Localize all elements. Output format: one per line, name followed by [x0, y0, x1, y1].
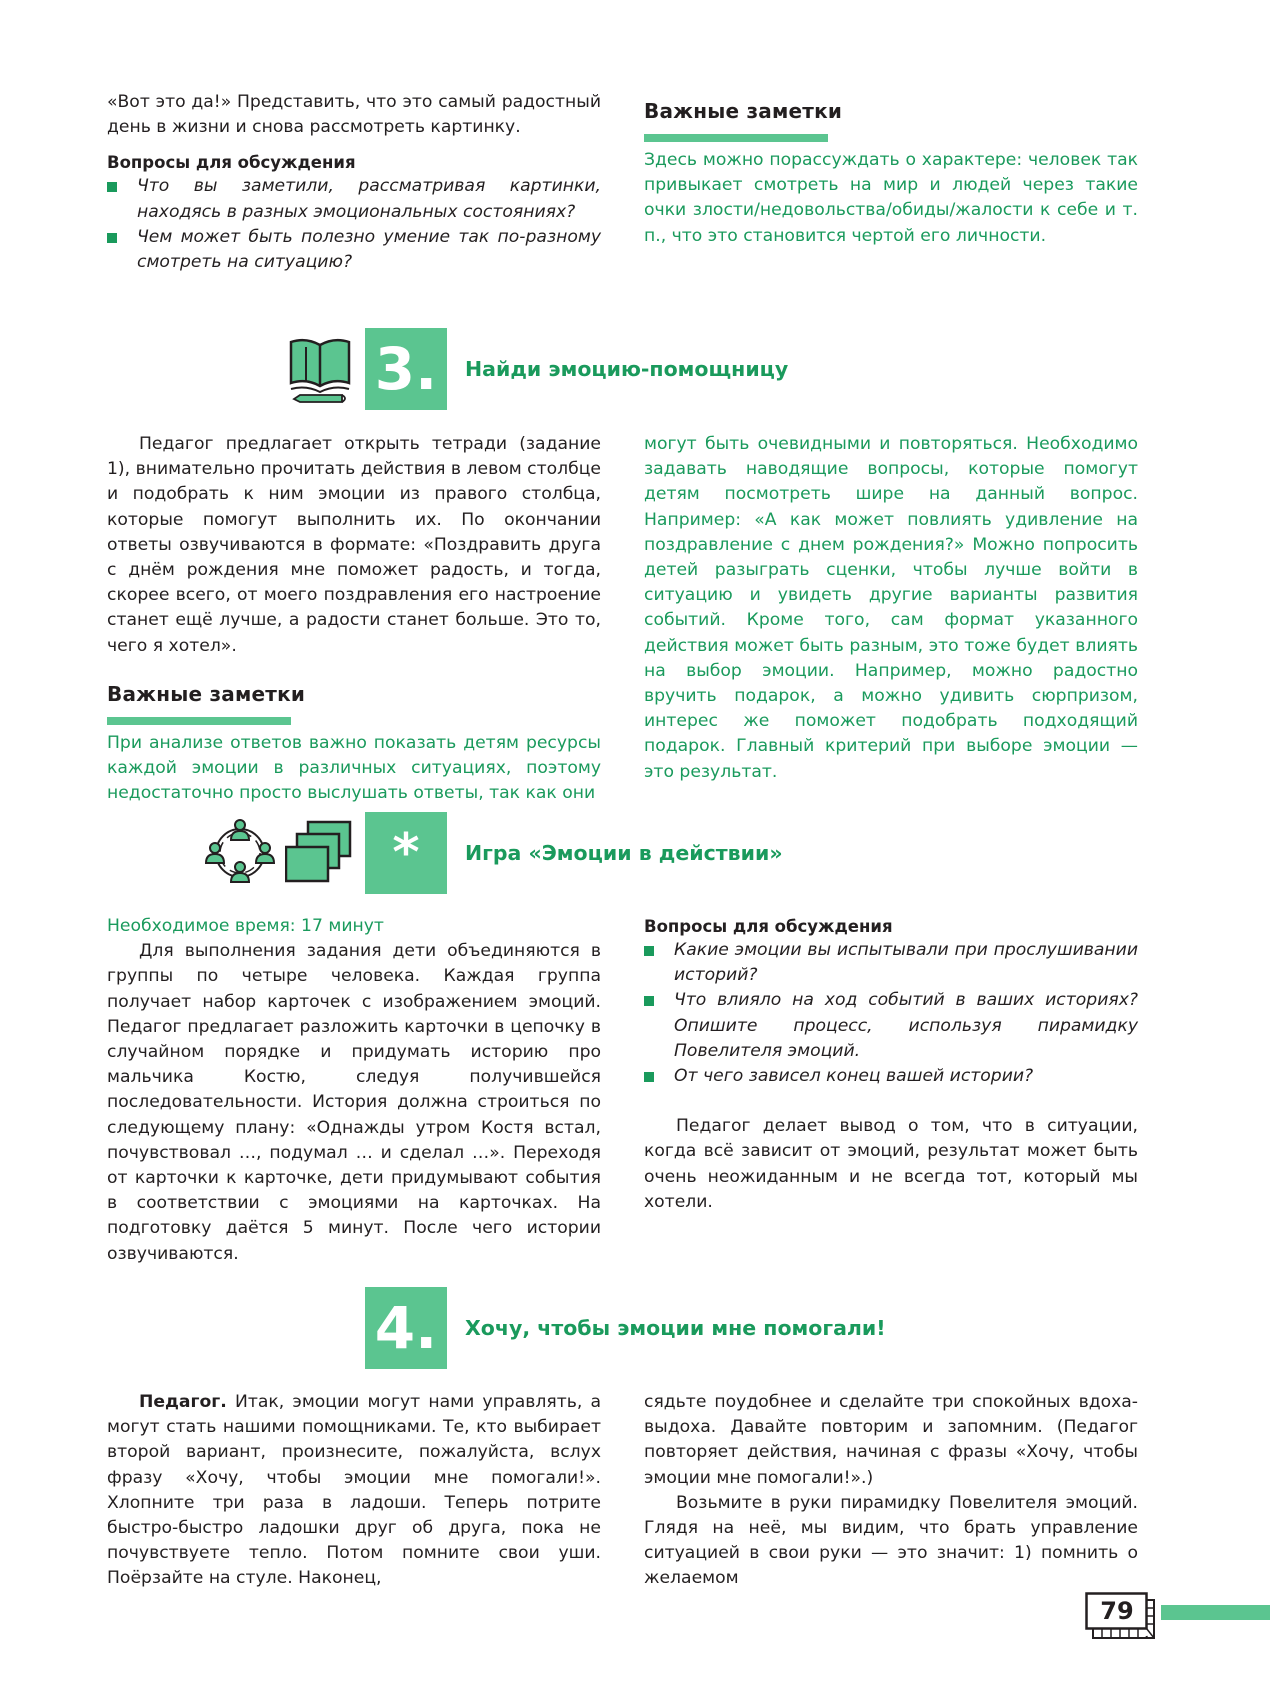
section-3-left [107, 432, 601, 806]
questions-list [107, 174, 601, 275]
cards-stack-icon [285, 820, 353, 884]
speaker-label: Педагог. [139, 1392, 227, 1412]
page-accent-bar [1161, 1605, 1270, 1620]
bullet-icon [644, 1072, 654, 1082]
section-title: Хочу, чтобы эмоции мне помогали! [465, 1316, 886, 1340]
group-circle-icon [205, 818, 275, 888]
section-3-header [365, 328, 788, 410]
notes-text: Здесь можно порассуждать о характере: человек так привыкает смотреть на мир и людей через такие очки злости/недовольства/обиды/жалости к себе и т. п., что это становится чертой его личности. [644, 150, 1138, 246]
section-number-box: * [365, 812, 447, 894]
intro-block [107, 90, 601, 275]
page-number-text: 79 [1100, 1597, 1134, 1625]
question-item: От чего зависел конец вашей истории? [644, 1064, 1138, 1089]
notes-underline [644, 134, 828, 142]
section-title: Игра «Эмоции в действии» [465, 841, 783, 865]
section-4-body-continued-2: Возьмите в руки пирамидку Повелителя эмоций. Глядя на неё, мы видим, что брать управление ситуацией в свои руки — это значит: 1) помнить о желаемом [644, 1492, 1138, 1589]
section-4-body: Педагог. Итак, эмоции могут нами управлять, а могут стать нашими помощниками. Те, кто выбирает второй вариант, произнесите, пожалуйста, вслух фразу «Хочу, чтобы эмоции мне помогали!». Хлопните три раза в ладоши. Теперь потрите быстро-быстро ладошки друг об друга, пока не почувствуете тепло. Потом помните свои уши. Поёрзайте на стуле. Наконец, [107, 1392, 601, 1589]
section-3-body: Педагог предлагает открыть тетради (задание 1), внимательно прочитать действия в левом столбце и подобрать к ним эмоции из правого столбца, которые помогут выполнить их. По окончании ответы озвучиваются в формате: «Поздравить друга с днём рождения мне поможет радость, и тогда, скорее всего, от моего поздравления его настроение станет ещё лучше, а радости станет больше. Это то, чего я хотел». [107, 434, 601, 656]
bullet-icon [644, 996, 654, 1006]
questions-list [644, 938, 1138, 1089]
question-item: Чем может быть полезно умение так по-разному смотреть на ситуацию? [107, 225, 601, 275]
question-item: Какие эмоции вы испытывали при прослушивании историй? [644, 938, 1138, 988]
important-notes-top [644, 98, 1138, 249]
bullet-icon [644, 946, 654, 956]
notes-text-continued: могут быть очевидными и повторяться. Необходимо задавать наводящие вопросы, которые помогут детям посмотреть шире на данный вопрос. Например: «А как может повлиять удивление на поздравление с днем рождения?» Можно попросить детей разыграть сценки, чтобы лучше войти в ситуацию и увидеть другие варианты развития событий. Кроме того, сам формат указанного действия может быть разным, это тоже будет влиять на выбор эмоции. Например, можно радостно вручить подарок, а можно удивить сюрпризом, интерес же поможет подобрать подходящий подарок. Главный критерий при выборе эмоции — это результат. [644, 434, 1138, 782]
notes-text: При анализе ответов важно показать детям ресурсы каждой эмоции в различных ситуациях, поэтому недостаточно просто выслушать ответы, так как они [107, 732, 601, 804]
notes-title: Важные заметки [107, 681, 306, 706]
bullet-icon [107, 182, 117, 192]
section-number-box: 3. [365, 328, 447, 410]
question-item: Что вы заметили, рассматривая картинки, находясь в разных эмоциональных состояниях? [107, 174, 601, 224]
bullet-icon [107, 233, 117, 243]
question-item: Что влияло на ход событий в ваших историях? Опишите процесс, используя пирамидку Повелителя эмоций. [644, 988, 1138, 1064]
game-body: Для выполнения задания дети объединяются в группы по четыре человека. Каждая группа получает набор карточек с изображением эмоций. Педагог предлагает разложить карточки в цепочку в случайном порядке и придумать историю про мальчика Костю, следуя получившейся последовательности. История должна строиться по следующему плану: «Однажды утром Костя встал, почувствовал …, подумал … и сделал …». Переходя от карточки к карточке, дети придумывают события в соответствии с эмоциями на карточках. На подготовку даётся 5 минут. После чего истории озвучиваются. [107, 941, 601, 1264]
notes-title: Важные заметки [644, 99, 843, 123]
intro-text: «Вот это да!» Представить, что это самый радостный день в жизни и снова рассмотреть картинку. [107, 92, 601, 138]
questions-title: Вопросы для обсуждения [644, 917, 893, 936]
notes-underline [107, 717, 291, 725]
page-number [1085, 1592, 1157, 1646]
section-title: Найди эмоцию-помощницу [465, 357, 789, 381]
section-4-left [107, 1390, 601, 1592]
section-4-right [644, 1390, 1138, 1592]
game-right [644, 916, 1138, 1215]
section-number-box: 4. [365, 1287, 447, 1369]
book-pencil-icon [288, 337, 354, 403]
questions-title: Вопросы для обсуждения [107, 153, 356, 173]
game-header [365, 812, 783, 894]
section-3-right [644, 432, 1138, 785]
time-label: Необходимое время: 17 минут [107, 916, 384, 936]
game-left [107, 914, 601, 1267]
section-4-body-continued: сядьте поудобнее и сделайте три спокойных вдоха-выдоха. Давайте повторим и запомним. (Педагог повторяет действия, начиная с фразы «Хочу, чтобы эмоции мне помогали!».) [644, 1392, 1138, 1488]
section-4-header [365, 1287, 886, 1369]
conclusion-text: Педагог делает вывод о том, что в ситуации, когда всё зависит от эмоций, результат может быть очень неожиданным и не всегда тот, который мы хотели. [644, 1116, 1138, 1212]
